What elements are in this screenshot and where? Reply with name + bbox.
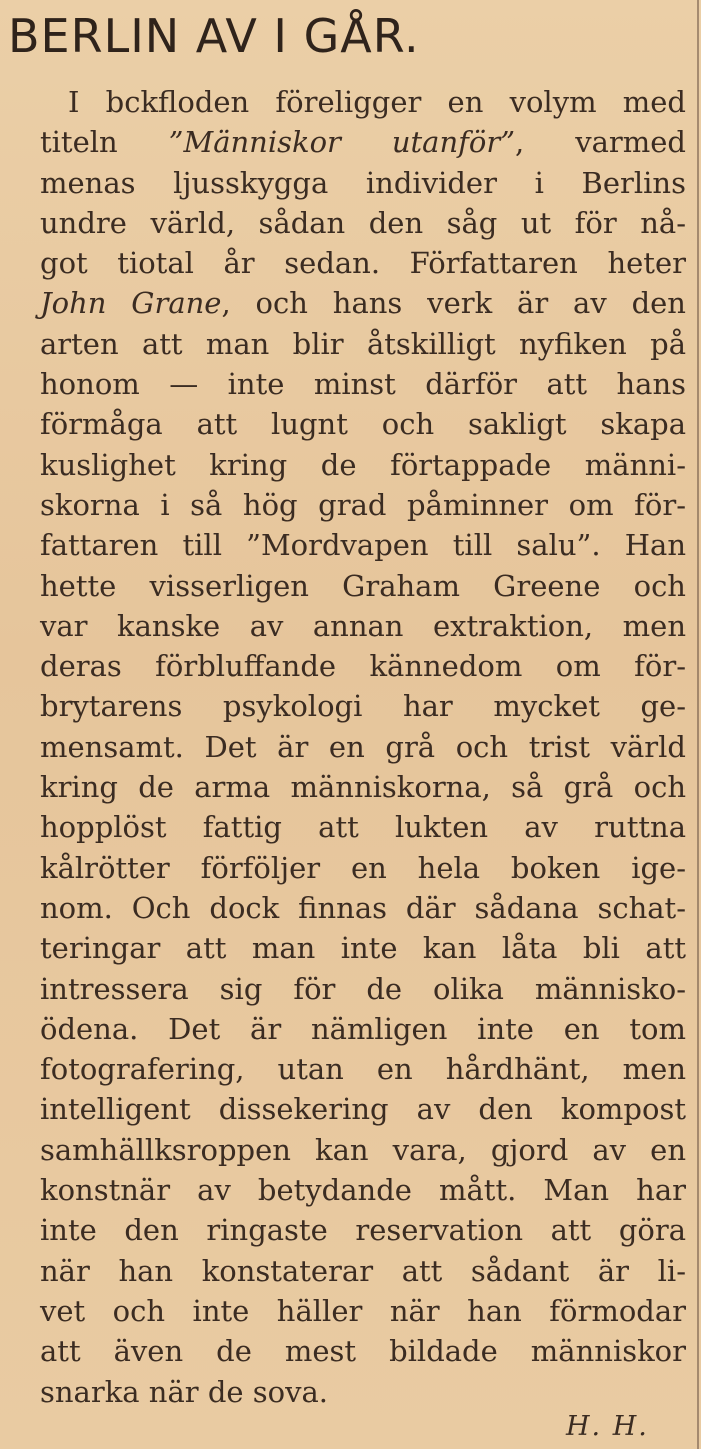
line-text: intelligent dissekering av den kompost xyxy=(40,1092,686,1127)
line-text: samhällksroppen kan vara, gjord av en xyxy=(40,1132,686,1167)
author-signature: H. H. xyxy=(566,1411,649,1442)
article-line xyxy=(40,686,686,726)
article-line xyxy=(40,82,686,122)
article-line xyxy=(40,1009,686,1049)
line-text: kålrötter förföljer en hela boken ige- xyxy=(40,850,686,885)
headline: BERLIN AV I GÅR. xyxy=(8,9,420,63)
article-line xyxy=(40,1130,686,1170)
article-line xyxy=(40,646,686,686)
line-text: fotografering, utan en hårdhänt, men xyxy=(40,1052,686,1087)
line-text: var kanske av annan extraktion, men xyxy=(40,608,686,643)
article-line xyxy=(40,404,686,444)
article-line xyxy=(40,1291,686,1331)
article-line xyxy=(40,364,686,404)
line-text: konstnär av betydande mått. Man har xyxy=(40,1173,686,1208)
line-text: I bckfloden föreligger en volym med xyxy=(68,85,686,119)
article-line xyxy=(40,1210,686,1250)
article-line xyxy=(40,606,686,646)
article-line xyxy=(40,163,686,203)
line-text: menas ljusskygga individer i Berlins xyxy=(40,165,686,200)
line-text: titeln xyxy=(40,125,169,160)
italic-text: ”Människor utanför” xyxy=(168,125,516,160)
line-text: intressera sig för de olika människo- xyxy=(40,971,686,1006)
article-line xyxy=(40,848,686,888)
article-line xyxy=(40,324,686,364)
line-text: kring de arma människorna, så grå och xyxy=(40,770,686,805)
article-line xyxy=(40,888,686,928)
column-rule xyxy=(697,0,699,1449)
line-text: deras förbluffande kännedom om för- xyxy=(40,649,686,684)
line-text: att även de mest bildade människor xyxy=(40,1334,686,1369)
article-line xyxy=(40,767,686,807)
article-line xyxy=(40,969,686,1009)
line-text: , och hans verk är av den xyxy=(221,286,686,321)
article-body xyxy=(40,82,686,1412)
line-text: vet och inte häller när han förmodar xyxy=(40,1293,686,1328)
article-line xyxy=(40,1049,686,1089)
line-text: skorna i så hög grad påminner om för- xyxy=(40,487,686,522)
article-line xyxy=(40,1170,686,1210)
line-text: brytarens psykologi har mycket ge- xyxy=(40,689,686,724)
article-line xyxy=(40,485,686,525)
article-line xyxy=(40,1089,686,1129)
line-text: fattaren till ”Mordvapen till salu”. Han xyxy=(40,528,686,563)
line-text: arten att man blir åtskilligt nyfiken på xyxy=(40,326,686,361)
line-text: teringar att man inte kan låta bli att xyxy=(40,931,686,966)
italic-text: John Grane xyxy=(40,286,222,321)
article-line xyxy=(40,807,686,847)
line-text: honom — inte minst därför att hans xyxy=(40,367,686,402)
line-text: hette visserligen Graham Greene och xyxy=(40,568,686,603)
line-text: ödena. Det är nämligen inte en tom xyxy=(40,1011,686,1046)
line-text: mensamt. Det är en grå och trist värld xyxy=(40,729,686,764)
article-line xyxy=(40,203,686,243)
line-text: got tiotal år sedan. Författaren heter xyxy=(40,246,686,281)
article-line xyxy=(40,243,686,283)
article-line xyxy=(40,566,686,606)
article-line xyxy=(40,1372,686,1412)
line-text: hopplöst fattig att lukten av ruttna xyxy=(40,810,686,845)
line-text: inte den ringaste reservation att göra xyxy=(40,1213,686,1248)
article-line xyxy=(40,283,686,323)
line-text: kuslighet kring de förtappade männi- xyxy=(40,447,686,482)
line-text: snarka när de sova. xyxy=(40,1374,329,1409)
article-line xyxy=(40,445,686,485)
article-line xyxy=(40,122,686,162)
line-text: förmåga att lugnt och sakligt skapa xyxy=(40,407,686,442)
line-text: , varmed xyxy=(515,125,686,160)
article-line xyxy=(40,727,686,767)
line-text: när han konstaterar att sådant är li- xyxy=(40,1253,686,1288)
article-line xyxy=(40,928,686,968)
line-text: undre värld, sådan den såg ut för nå- xyxy=(40,205,686,240)
article-line xyxy=(40,525,686,565)
line-text: nom. Och dock finnas där sådana schat- xyxy=(40,890,686,925)
article-line xyxy=(40,1331,686,1371)
article-line xyxy=(40,1251,686,1291)
